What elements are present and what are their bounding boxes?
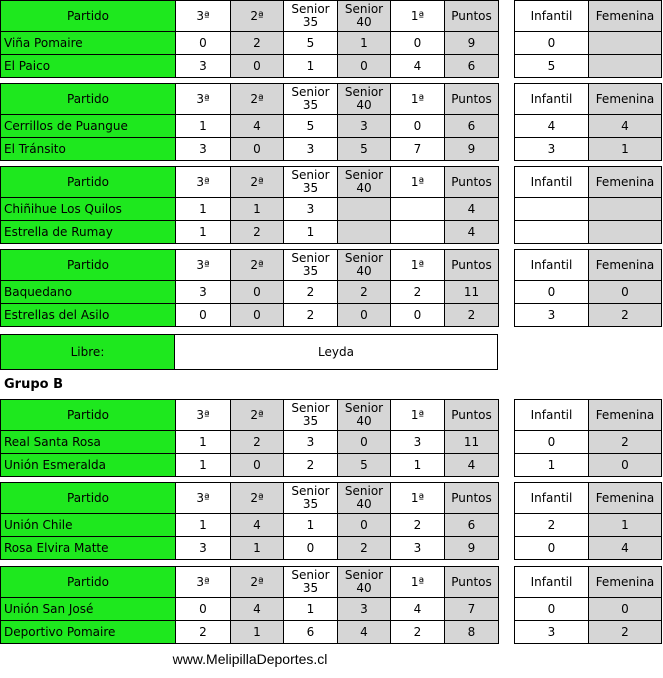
team-row [1, 514, 662, 537]
header-3a: 3ª [176, 483, 231, 514]
header-senior-35-line1: Senior [291, 568, 330, 582]
header-3a: 3ª [176, 250, 231, 281]
score-femenina: 0 [589, 454, 662, 477]
libre-row [0, 334, 498, 370]
score-senior-35: 2 [284, 454, 338, 477]
team-name: Unión San José [1, 598, 176, 621]
libre-team: Leyda [174, 334, 498, 370]
score-puntos: 9 [445, 32, 499, 55]
header-puntos: Puntos [445, 250, 499, 281]
team-row [1, 198, 662, 221]
score-3a: 3 [176, 138, 231, 161]
match-table [0, 0, 662, 78]
header-3a: 3ª [176, 1, 231, 32]
score-3a: 1 [176, 454, 231, 477]
score-2a: 1 [231, 621, 284, 644]
header-infantil: Infantil [515, 483, 589, 514]
header-partido: Partido [1, 84, 176, 115]
header-senior-40-line1: Senior [344, 401, 384, 415]
score-1a [391, 221, 445, 244]
header-senior-35-line1: Senior [291, 251, 330, 265]
score-infantil: 2 [515, 514, 589, 537]
score-1a [391, 198, 445, 221]
header-senior-40 [338, 400, 391, 431]
score-senior-40: 0 [338, 431, 391, 454]
column-gap [499, 454, 515, 477]
column-gap [499, 483, 515, 514]
team-row [1, 138, 662, 161]
team-name: El Tránsito [1, 138, 176, 161]
column-gap [499, 55, 515, 78]
score-senior-35: 1 [284, 514, 338, 537]
header-senior-40 [338, 483, 391, 514]
score-1a: 7 [391, 138, 445, 161]
score-femenina [589, 32, 662, 55]
score-1a: 2 [391, 514, 445, 537]
score-infantil [515, 198, 589, 221]
column-gap [499, 250, 515, 281]
header-infantil: Infantil [515, 1, 589, 32]
score-senior-35: 1 [284, 598, 338, 621]
header-3a: 3ª [176, 167, 231, 198]
match-table [0, 249, 662, 327]
header-senior-40-line2: 40 [356, 581, 372, 595]
score-infantil: 1 [515, 454, 589, 477]
header-senior-40-line2: 40 [356, 98, 372, 112]
header-2a: 2ª [231, 1, 284, 32]
score-senior-35: 3 [284, 431, 338, 454]
header-3a: 3ª [176, 400, 231, 431]
header-senior-40-line2: 40 [356, 414, 372, 428]
team-name: Cerrillos de Puangue [1, 115, 176, 138]
column-gap [499, 598, 515, 621]
team-name: Baquedano [1, 281, 176, 304]
score-1a: 3 [391, 431, 445, 454]
score-puntos: 4 [445, 454, 499, 477]
score-senior-40: 0 [338, 514, 391, 537]
column-gap [499, 431, 515, 454]
score-femenina: 0 [589, 598, 662, 621]
header-3a: 3ª [176, 84, 231, 115]
score-senior-35: 5 [284, 32, 338, 55]
score-puntos: 4 [445, 198, 499, 221]
team-row [1, 454, 662, 477]
header-row [1, 84, 662, 115]
team-row [1, 621, 662, 644]
score-infantil: 3 [515, 138, 589, 161]
score-2a: 1 [231, 198, 284, 221]
header-2a: 2ª [231, 483, 284, 514]
match-table [0, 399, 662, 477]
score-senior-40: 2 [338, 537, 391, 560]
header-2a: 2ª [231, 84, 284, 115]
score-senior-40: 0 [338, 304, 391, 327]
match-table [0, 166, 662, 244]
header-senior-35-line2: 35 [302, 264, 319, 278]
score-femenina: 4 [589, 537, 662, 560]
header-row [1, 483, 662, 514]
column-gap [499, 304, 515, 327]
score-puntos: 6 [445, 514, 499, 537]
header-senior-35-line1: Senior [291, 168, 330, 182]
header-row [1, 250, 662, 281]
score-senior-35: 1 [284, 55, 338, 78]
header-infantil: Infantil [515, 567, 589, 598]
header-partido: Partido [1, 483, 176, 514]
team-name: Unión Chile [1, 514, 176, 537]
header-infantil: Infantil [515, 167, 589, 198]
column-gap [499, 32, 515, 55]
score-3a: 1 [176, 115, 231, 138]
score-infantil: 0 [515, 431, 589, 454]
score-2a: 0 [231, 281, 284, 304]
score-senior-35: 2 [284, 281, 338, 304]
team-name: El Paico [1, 55, 176, 78]
score-2a: 0 [231, 454, 284, 477]
column-gap [499, 537, 515, 560]
score-senior-40: 2 [338, 281, 391, 304]
header-senior-35-line1: Senior [291, 484, 330, 498]
score-puntos: 2 [445, 304, 499, 327]
score-3a: 1 [176, 514, 231, 537]
header-1a: 1ª [391, 1, 445, 32]
header-senior-40 [338, 567, 391, 598]
team-name: Viña Pomaire [1, 32, 176, 55]
team-name: Rosa Elvira Matte [1, 537, 176, 560]
score-3a: 1 [176, 431, 231, 454]
header-senior-40-line1: Senior [344, 568, 384, 582]
team-row [1, 32, 662, 55]
header-1a: 1ª [391, 167, 445, 198]
header-2a: 2ª [231, 400, 284, 431]
score-3a: 1 [176, 198, 231, 221]
score-2a: 0 [231, 304, 284, 327]
header-row [1, 400, 662, 431]
score-puntos: 8 [445, 621, 499, 644]
header-partido: Partido [1, 400, 176, 431]
header-femenina: Femenina [589, 567, 662, 598]
header-2a: 2ª [231, 167, 284, 198]
score-3a: 2 [176, 621, 231, 644]
column-gap [499, 621, 515, 644]
column-gap [499, 281, 515, 304]
header-1a: 1ª [391, 567, 445, 598]
match-table [0, 83, 662, 161]
header-puntos: Puntos [445, 84, 499, 115]
score-2a: 0 [231, 55, 284, 78]
score-3a: 0 [176, 32, 231, 55]
header-puntos: Puntos [445, 167, 499, 198]
header-3a: 3ª [176, 567, 231, 598]
score-puntos: 4 [445, 221, 499, 244]
score-2a: 2 [231, 32, 284, 55]
score-senior-35: 5 [284, 115, 338, 138]
score-senior-35: 1 [284, 221, 338, 244]
header-senior-35-line1: Senior [291, 2, 330, 16]
team-row [1, 221, 662, 244]
score-senior-40: 1 [338, 32, 391, 55]
header-senior-40-line1: Senior [344, 484, 384, 498]
score-infantil: 5 [515, 55, 589, 78]
score-senior-35: 2 [284, 304, 338, 327]
score-femenina: 2 [589, 431, 662, 454]
header-senior-35-line2: 35 [302, 497, 319, 511]
score-infantil: 0 [515, 537, 589, 560]
team-name: Estrella de Rumay [1, 221, 176, 244]
header-senior-40-line2: 40 [356, 264, 372, 278]
score-senior-40: 3 [338, 598, 391, 621]
score-1a: 3 [391, 537, 445, 560]
header-row [1, 567, 662, 598]
team-row [1, 55, 662, 78]
match-table [0, 482, 662, 560]
score-femenina: 4 [589, 115, 662, 138]
score-2a: 2 [231, 221, 284, 244]
score-1a: 0 [391, 304, 445, 327]
header-femenina: Femenina [589, 167, 662, 198]
header-2a: 2ª [231, 250, 284, 281]
header-1a: 1ª [391, 84, 445, 115]
score-senior-40: 4 [338, 621, 391, 644]
header-senior-35-line2: 35 [302, 15, 319, 29]
score-2a: 2 [231, 431, 284, 454]
score-infantil: 3 [515, 621, 589, 644]
column-gap [499, 400, 515, 431]
score-senior-40: 0 [338, 55, 391, 78]
score-1a: 0 [391, 32, 445, 55]
header-puntos: Puntos [445, 567, 499, 598]
score-2a: 4 [231, 598, 284, 621]
header-puntos: Puntos [445, 1, 499, 32]
score-1a: 0 [391, 115, 445, 138]
header-femenina: Femenina [589, 84, 662, 115]
team-row [1, 304, 662, 327]
header-senior-35-line2: 35 [302, 98, 319, 112]
team-row [1, 537, 662, 560]
score-femenina [589, 55, 662, 78]
match-table [0, 566, 662, 644]
score-3a: 1 [176, 221, 231, 244]
header-senior-40 [338, 250, 391, 281]
header-partido: Partido [1, 1, 176, 32]
header-puntos: Puntos [445, 400, 499, 431]
column-gap [499, 198, 515, 221]
header-senior-40-line1: Senior [344, 2, 384, 16]
column-gap [499, 567, 515, 598]
score-senior-35: 3 [284, 198, 338, 221]
team-name: Chiñihue Los Quilos [1, 198, 176, 221]
footer-website[interactable]: www.MelipillaDeportes.cl [172, 651, 328, 667]
header-femenina: Femenina [589, 400, 662, 431]
header-senior-40-line2: 40 [356, 497, 372, 511]
score-puntos: 7 [445, 598, 499, 621]
score-infantil: 0 [515, 281, 589, 304]
score-2a: 4 [231, 514, 284, 537]
header-senior-35 [284, 400, 338, 431]
header-senior-35 [284, 1, 338, 32]
column-gap [499, 138, 515, 161]
team-name: Unión Esmeralda [1, 454, 176, 477]
score-femenina: 1 [589, 514, 662, 537]
header-senior-40-line2: 40 [356, 15, 372, 29]
score-2a: 1 [231, 537, 284, 560]
column-gap [499, 115, 515, 138]
header-senior-40 [338, 167, 391, 198]
header-partido: Partido [1, 167, 176, 198]
header-infantil: Infantil [515, 84, 589, 115]
score-infantil: 3 [515, 304, 589, 327]
score-puntos: 6 [445, 115, 499, 138]
team-row [1, 598, 662, 621]
score-3a: 0 [176, 598, 231, 621]
header-senior-35-line2: 35 [302, 414, 319, 428]
header-senior-35 [284, 567, 338, 598]
score-3a: 3 [176, 537, 231, 560]
header-femenina: Femenina [589, 250, 662, 281]
header-partido: Partido [1, 567, 176, 598]
score-infantil: 0 [515, 598, 589, 621]
score-1a: 4 [391, 55, 445, 78]
team-row [1, 431, 662, 454]
score-senior-35: 6 [284, 621, 338, 644]
team-name: Estrellas del Asilo [1, 304, 176, 327]
team-name: Real Santa Rosa [1, 431, 176, 454]
header-senior-35 [284, 167, 338, 198]
header-senior-35 [284, 84, 338, 115]
header-femenina: Femenina [589, 483, 662, 514]
score-femenina: 1 [589, 138, 662, 161]
header-infantil: Infantil [515, 400, 589, 431]
header-senior-40-line1: Senior [344, 85, 384, 99]
header-row [1, 167, 662, 198]
score-femenina [589, 198, 662, 221]
header-senior-40 [338, 84, 391, 115]
score-puntos: 11 [445, 281, 499, 304]
header-senior-35-line1: Senior [291, 401, 330, 415]
header-puntos: Puntos [445, 483, 499, 514]
score-senior-35: 3 [284, 138, 338, 161]
score-senior-40: 5 [338, 454, 391, 477]
score-puntos: 9 [445, 537, 499, 560]
header-partido: Partido [1, 250, 176, 281]
score-infantil: 4 [515, 115, 589, 138]
header-senior-35-line2: 35 [302, 181, 319, 195]
score-senior-40: 5 [338, 138, 391, 161]
score-femenina: 2 [589, 304, 662, 327]
header-1a: 1ª [391, 250, 445, 281]
score-puntos: 11 [445, 431, 499, 454]
score-1a: 2 [391, 621, 445, 644]
header-infantil: Infantil [515, 250, 589, 281]
score-femenina: 2 [589, 621, 662, 644]
score-2a: 0 [231, 138, 284, 161]
column-gap [499, 514, 515, 537]
score-puntos: 9 [445, 138, 499, 161]
header-senior-40 [338, 1, 391, 32]
score-femenina: 0 [589, 281, 662, 304]
score-3a: 0 [176, 304, 231, 327]
header-2a: 2ª [231, 567, 284, 598]
score-1a: 2 [391, 281, 445, 304]
header-1a: 1ª [391, 483, 445, 514]
column-gap [499, 167, 515, 198]
header-senior-35 [284, 483, 338, 514]
header-senior-40-line2: 40 [356, 181, 372, 195]
header-senior-35 [284, 250, 338, 281]
score-infantil: 0 [515, 32, 589, 55]
column-gap [499, 1, 515, 32]
score-femenina [589, 221, 662, 244]
header-femenina: Femenina [589, 1, 662, 32]
header-senior-40-line1: Senior [344, 251, 384, 265]
score-senior-40: 3 [338, 115, 391, 138]
libre-label: Libre: [0, 334, 175, 370]
score-3a: 3 [176, 55, 231, 78]
score-senior-35: 0 [284, 537, 338, 560]
group-b-title: Grupo B [4, 377, 64, 392]
column-gap [499, 221, 515, 244]
header-row [1, 1, 662, 32]
score-infantil [515, 221, 589, 244]
header-1a: 1ª [391, 400, 445, 431]
header-senior-35-line2: 35 [302, 581, 319, 595]
header-senior-40-line1: Senior [344, 168, 384, 182]
score-puntos: 6 [445, 55, 499, 78]
column-gap [499, 84, 515, 115]
team-row [1, 115, 662, 138]
score-2a: 4 [231, 115, 284, 138]
score-senior-40 [338, 221, 391, 244]
score-1a: 4 [391, 598, 445, 621]
score-1a: 1 [391, 454, 445, 477]
team-name: Deportivo Pomaire [1, 621, 176, 644]
header-senior-35-line1: Senior [291, 85, 330, 99]
score-senior-40 [338, 198, 391, 221]
team-row [1, 281, 662, 304]
score-3a: 3 [176, 281, 231, 304]
